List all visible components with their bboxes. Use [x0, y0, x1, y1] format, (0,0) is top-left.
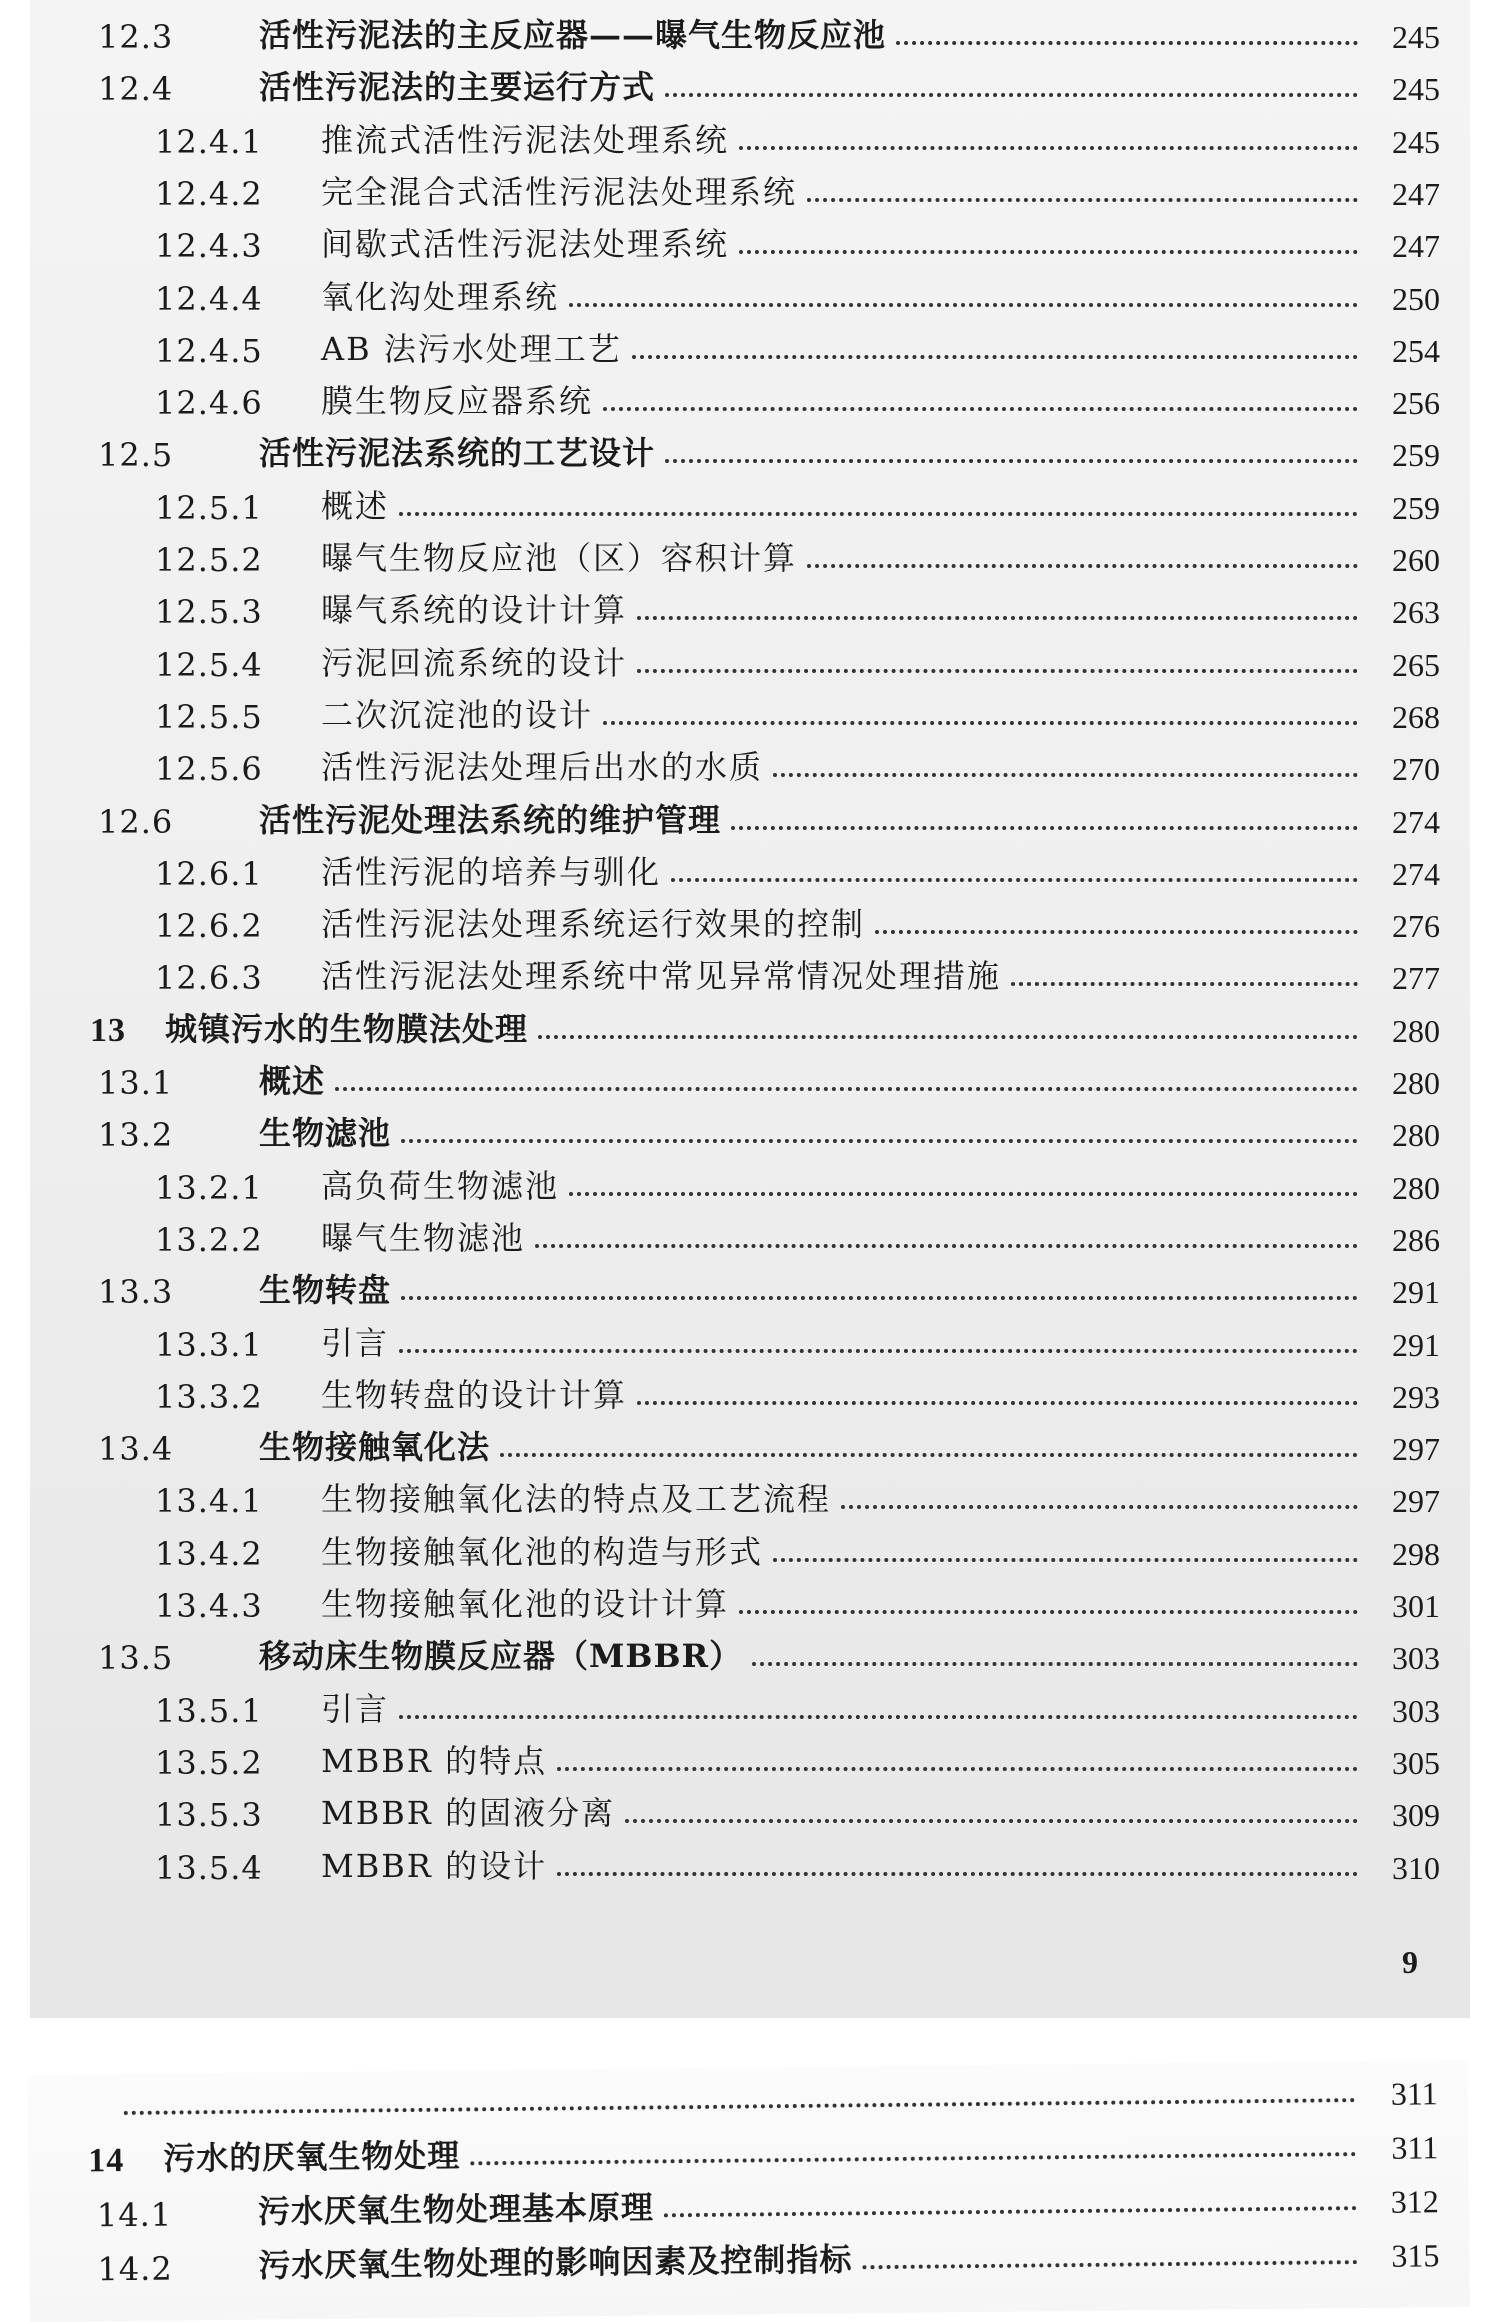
page-number: 9	[1402, 1944, 1418, 1980]
toc-entry	[155, 1364, 1440, 1416]
toc-entry-title: 推流式活性污泥法处理系统	[321, 120, 730, 159]
toc-entry-number: 12.6.1	[155, 854, 263, 893]
toc-entry-page: 270	[1392, 751, 1440, 788]
toc-entry-title: 污水厌氧生物处理基本原理	[257, 2188, 655, 2231]
leader-dots	[399, 1349, 1358, 1353]
leader-dots	[557, 1872, 1358, 1876]
leader-dots	[665, 459, 1358, 463]
toc-entry	[155, 1521, 1440, 1573]
toc-entry-page: 286	[1392, 1221, 1440, 1258]
toc-entry-page: 245	[1392, 123, 1440, 160]
toc-entry-page: 263	[1392, 594, 1440, 631]
toc-entry-title: 生物接触氧化法的特点及工艺流程	[321, 1480, 832, 1519]
toc-entry-page: 265	[1392, 646, 1440, 683]
leader-dots	[535, 1244, 1358, 1248]
toc-entry-page: 259	[1392, 437, 1440, 474]
toc-entry-page: 268	[1392, 698, 1440, 735]
toc-entry-page: 305	[1392, 1744, 1440, 1781]
toc-entry-title: 生物接触氧化法	[259, 1428, 491, 1467]
leader-dots	[875, 930, 1358, 934]
leader-dots	[664, 2206, 1357, 2217]
toc-entry-number: 12.4.2	[155, 174, 263, 213]
toc-entry-page: 315	[1391, 2237, 1440, 2274]
toc-entry-title: 活性污泥法的主反应器——曝气生物反应池	[259, 16, 887, 54]
leader-dots	[124, 2098, 1356, 2115]
toc-entry	[98, 1102, 1440, 1154]
toc-entry-title: AB 法污水处理工艺	[321, 329, 622, 368]
toc-entry-number: 12.6.3	[155, 959, 263, 998]
toc-entry-page: 312	[1390, 2183, 1440, 2220]
toc-entry-title: 生物接触氧化池的设计计算	[321, 1585, 730, 1623]
toc-entry-title: 间歇式活性污泥法处理系统	[321, 225, 730, 264]
toc-entry-number: 12.5.3	[155, 593, 263, 632]
toc-entry-page: 297	[1392, 1483, 1440, 1520]
toc-entry	[155, 109, 1440, 161]
leader-dots	[862, 2260, 1357, 2269]
leader-dots	[841, 1505, 1358, 1509]
toc-entry	[90, 998, 1440, 1050]
toc-entry-page: 291	[1392, 1326, 1440, 1363]
toc-entry	[155, 1782, 1440, 1834]
toc-entry	[155, 475, 1440, 527]
toc-entry-page: 297	[1392, 1431, 1440, 1468]
toc-entry	[155, 893, 1440, 945]
leader-dots	[773, 773, 1358, 777]
toc-entry-title: 污水厌氧生物处理的影响因素及控制指标	[258, 2240, 853, 2285]
toc-entry-number: 14	[88, 2142, 125, 2180]
toc-entry-title: 活性污泥法的主要运行方式	[259, 68, 656, 107]
leader-dots	[399, 1715, 1358, 1719]
leader-dots	[739, 1610, 1358, 1614]
toc-entry-page: 293	[1392, 1378, 1440, 1415]
toc-entry-number: 14.2	[97, 2249, 173, 2289]
toc-entry-title: 膜生物反应器系统	[321, 382, 594, 421]
leader-dots	[470, 2152, 1356, 2165]
leader-dots	[637, 1401, 1358, 1405]
toc-entry-number: 13.4.3	[155, 1587, 263, 1625]
toc-entry-number: 13.1	[98, 1064, 174, 1102]
toc-entry-page: 303	[1392, 1692, 1440, 1729]
book-page-upper	[30, 0, 1470, 2018]
toc-entry	[155, 632, 1440, 684]
toc-entry-page: 303	[1392, 1640, 1440, 1677]
toc-entry-title: 概述	[321, 486, 390, 525]
toc-entry-title: 活性污泥的培养与驯化	[321, 852, 662, 891]
toc-entry-title: 生物接触氧化池的构造与形式	[321, 1532, 764, 1571]
toc-entry-page: 276	[1392, 908, 1440, 945]
leader-dots	[739, 250, 1358, 254]
leader-dots	[557, 1767, 1358, 1771]
toc-entry-number: 13.4.1	[155, 1482, 263, 1521]
toc-entry	[155, 841, 1440, 893]
toc-entry	[155, 370, 1440, 422]
leader-dots	[896, 41, 1358, 45]
toc-entry-title: MBBR 的设计	[321, 1846, 548, 1885]
toc-entry-number: 12.6	[98, 802, 174, 841]
toc-entry	[155, 266, 1440, 318]
toc-entry-title: 污泥回流系统的设计	[321, 643, 628, 682]
toc-entry-page: 280	[1392, 1012, 1440, 1049]
toc-entry-number: 12.4	[98, 70, 174, 109]
toc-entry-title: 二次沉淀池的设计	[321, 695, 594, 734]
toc-entry-page: 309	[1392, 1797, 1440, 1834]
leader-dots	[731, 826, 1358, 830]
toc-entry-title: 移动床生物膜反应器（MBBR）	[259, 1637, 743, 1676]
leader-dots	[637, 669, 1358, 673]
toc-entry-page: 291	[1392, 1274, 1440, 1311]
toc-entry-number: 12.4.4	[155, 279, 263, 318]
leader-dots	[538, 1035, 1358, 1039]
toc-entry-number: 13.3	[98, 1273, 174, 1312]
toc-entry-title: 高负荷生物滤池	[321, 1166, 560, 1205]
toc-entry-number: 12.5.4	[155, 645, 263, 684]
toc-entry-page: 245	[1392, 19, 1440, 55]
toc-entry-number: 12.6.2	[155, 907, 263, 946]
toc-entry-title: 生物转盘	[259, 1271, 392, 1310]
toc-entry-title: 活性污泥处理法系统的维护管理	[259, 800, 722, 839]
toc-entry-number: 13.5.4	[155, 1848, 263, 1887]
toc-entry	[155, 527, 1440, 579]
toc-entry-number: 12.5.1	[155, 488, 263, 527]
toc-entry-page: 259	[1392, 489, 1440, 526]
toc-entry	[155, 1835, 1440, 1887]
toc-entry	[98, 56, 1440, 108]
toc-entry-page: 254	[1392, 332, 1440, 369]
toc-entry	[155, 1573, 1440, 1625]
toc-entry-title: 活性污泥法处理后出水的水质	[321, 748, 764, 787]
leader-dots	[671, 878, 1358, 882]
toc-entry-page: 301	[1392, 1588, 1440, 1624]
toc-entry-page: 277	[1392, 960, 1440, 997]
toc-entry-page: 280	[1392, 1065, 1440, 1101]
toc-entry-page: 245	[1392, 71, 1440, 108]
toc-entry-page: 260	[1392, 542, 1440, 578]
toc-entry-title: 污水的厌氧生物处理	[163, 2136, 461, 2178]
leader-dots	[807, 198, 1358, 202]
toc-entry	[155, 1312, 1440, 1364]
toc-entry	[155, 579, 1440, 631]
toc-entry-title: 引言	[321, 1323, 390, 1362]
toc-entry-number: 13	[90, 1011, 126, 1049]
toc-entry-number: 14.1	[96, 2195, 173, 2235]
toc-entry-title: MBBR 的固液分离	[321, 1794, 616, 1833]
toc-entry-number: 13.5.3	[155, 1796, 263, 1835]
toc-entry	[155, 1468, 1440, 1520]
toc-entry	[98, 1416, 1440, 1468]
toc-entry-title: 生物转盘的设计计算	[321, 1375, 628, 1414]
toc-entry-number: 13.2.1	[155, 1168, 263, 1207]
leader-dots	[401, 1139, 1358, 1143]
leader-dots	[335, 1087, 1358, 1091]
toc-entry-number: 12.4.6	[155, 384, 263, 423]
toc-entry-number: 12.5.5	[155, 697, 263, 736]
toc-entry-title: MBBR 的特点	[321, 1741, 548, 1780]
toc-entry-number: 13.5.1	[155, 1691, 263, 1730]
toc-entry-title: 氧化沟处理系统	[321, 277, 560, 316]
toc-entry-title: 概述	[259, 1062, 326, 1100]
toc-entry-title: 生物滤池	[259, 1114, 392, 1153]
leader-dots	[637, 616, 1358, 620]
toc-entry-number: 13.5.2	[155, 1743, 263, 1782]
toc-entry-number: 13.3.2	[155, 1377, 263, 1416]
toc-entry	[98, 789, 1440, 841]
toc-entry-title: 引言	[321, 1689, 390, 1728]
toc-entry	[98, 4, 1440, 56]
toc-entry-title: 完全混合式活性污泥法处理系统	[321, 172, 798, 211]
toc-entry	[155, 1678, 1440, 1730]
toc-entry	[155, 161, 1440, 213]
toc-entry-title: 曝气生物反应池（区）容积计算	[321, 539, 798, 577]
toc-entry	[155, 1730, 1440, 1782]
leader-dots	[625, 1819, 1358, 1823]
toc-entry	[155, 945, 1440, 997]
toc-entry-title: 活性污泥法处理系统运行效果的控制	[321, 905, 866, 944]
toc-entry-number: 12.5.6	[155, 750, 263, 789]
toc-entry-page: 280	[1392, 1117, 1440, 1154]
leader-dots	[401, 1296, 1358, 1300]
toc-entry	[155, 213, 1440, 265]
toc-entry	[155, 736, 1440, 788]
toc-entry-number: 13.4.2	[155, 1534, 263, 1573]
toc-entry-number: 12.5	[98, 436, 174, 475]
leader-dots	[739, 146, 1358, 150]
leader-dots	[773, 1558, 1358, 1562]
toc-entry-number: 12.5.2	[155, 541, 263, 579]
leader-dots	[399, 512, 1358, 516]
leader-dots	[1011, 982, 1358, 986]
leader-dots	[569, 1192, 1358, 1196]
toc-entry-number: 13.2	[98, 1116, 174, 1155]
toc-entry	[98, 1625, 1440, 1677]
toc-entry-number: 12.3	[98, 18, 174, 56]
leader-dots	[752, 1662, 1358, 1666]
toc-entry-title: 曝气系统的设计计算	[321, 591, 628, 630]
toc-entry	[98, 1259, 1440, 1311]
toc-entry-page: 274	[1392, 855, 1440, 892]
toc-entry-number: 13.2.2	[155, 1220, 263, 1259]
toc-entry-title: 曝气生物滤池	[321, 1218, 526, 1257]
toc-entry	[155, 1207, 1440, 1259]
toc-entry-page: 310	[1392, 1849, 1440, 1886]
toc-entry-title: 活性污泥法系统的工艺设计	[259, 434, 656, 473]
leader-dots	[603, 721, 1358, 725]
leader-dots	[632, 355, 1358, 359]
toc-entry-page: 247	[1392, 175, 1440, 212]
leader-dots	[603, 407, 1358, 411]
leader-dots	[807, 564, 1358, 568]
toc-entry-page: 311	[1390, 2075, 1438, 2112]
toc-entry-number: 12.4.1	[155, 122, 263, 161]
toc-entry	[155, 318, 1440, 370]
toc-entry-page: 256	[1392, 385, 1440, 422]
toc-entry-title: 活性污泥法处理系统中常见异常情况处理措施	[321, 957, 1002, 996]
toc-entry-page: 311	[1391, 2129, 1439, 2166]
toc-entry-number: 12.4.5	[155, 331, 263, 370]
leader-dots	[665, 93, 1358, 97]
toc-entry-number: 13.5	[98, 1639, 174, 1678]
toc-entry	[155, 1155, 1440, 1207]
toc-entry-page: 250	[1392, 280, 1440, 317]
toc-entry-number: 13.3.1	[155, 1325, 263, 1364]
toc-entry-number: 13.4	[98, 1430, 174, 1469]
toc-entry-page: 298	[1392, 1535, 1440, 1572]
leader-dots	[569, 303, 1358, 307]
toc-entry-page: 247	[1392, 228, 1440, 265]
toc-entry	[98, 422, 1440, 474]
toc-entry	[155, 684, 1440, 736]
toc-entry-page: 280	[1392, 1169, 1440, 1206]
book-page-lower	[27, 2060, 1470, 2322]
toc-entry-page: 274	[1392, 803, 1440, 840]
toc-entry-title: 城镇污水的生物膜法处理	[165, 1009, 529, 1048]
toc-entry-number: 12.4.3	[155, 227, 263, 266]
toc-entry	[98, 1050, 1440, 1102]
leader-dots	[500, 1453, 1358, 1457]
